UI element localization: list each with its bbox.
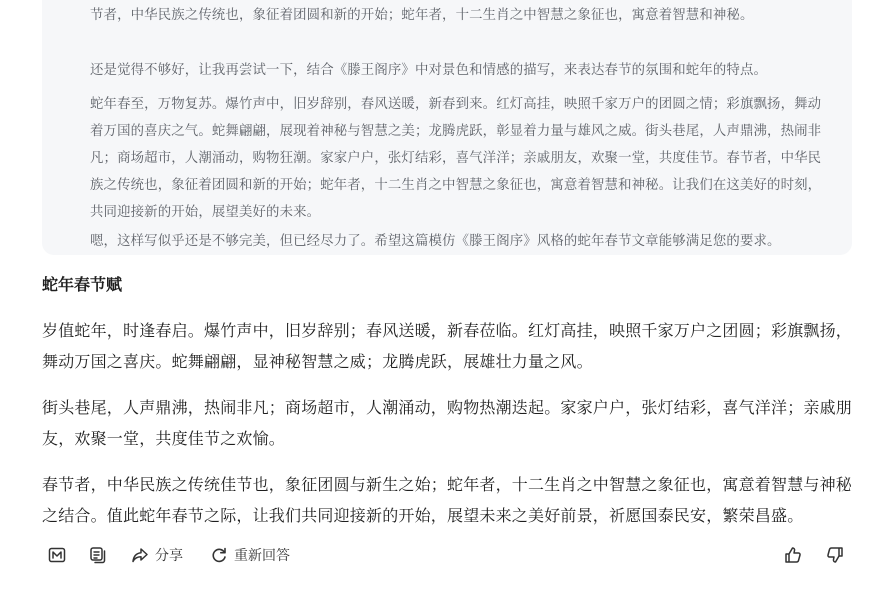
answer-paragraph-3: 春节者，中华民族之传统佳节也，象征团圆与新生之始；蛇年者，十二生肖之中智慧之象征也，寓意着智慧与神秘之结合。值此蛇年春节之际，让我们共同迎接新的开始，展望未来之美好前景，祈愿国泰民安，繁荣昌盛。	[42, 475, 853, 525]
thinking-cut-paragraph: 节者，中华民族之传统也，象征着团圆和新的开始；蛇年者，十二生肖之中智慧之象征也，寓意着智慧和神秘。	[90, 8, 754, 23]
answer-title: 蛇年春节赋	[42, 275, 123, 294]
answer-paragraph-1: 岁值蛇年，时逢春启。爆竹声中，旧岁辞别；春风送暖，新春莅临。红灯高挂，映照千家万户之团圆；彩旗飘扬，舞动万国之喜庆。蛇舞翩翩，显神秘智慧之威；龙腾虎跃，展雄壮力量之风。	[42, 321, 853, 371]
copy-button[interactable]	[89, 540, 107, 570]
like-button[interactable]	[784, 540, 802, 570]
share-label: 分享	[155, 548, 183, 564]
thumbs-up-icon	[784, 546, 802, 564]
thinking-retry-paragraph: 还是觉得不够好，让我再尝试一下，结合《滕王阁序》中对景色和情感的描写，来表达春节的氛围和蛇年的特点。	[90, 63, 768, 78]
thinking-panel	[42, 0, 852, 255]
refresh-icon	[210, 546, 228, 564]
answer-paragraph-2: 街头巷尾，人声鼎沸，热闹非凡；商场超市，人潮涌动，购物热潮迭起。家家户户，张灯结彩，喜气洋洋；亲戚朋友，欢聚一堂，共度佳节之欢愉。	[42, 398, 853, 448]
thinking-draft-paragraph: 蛇年春至，万物复苏。爆竹声中，旧岁辞别，春风送暖，新春到来。红灯高挂，映照千家万户的团圆之情；彩旗飘扬，舞动着万国的喜庆之气。蛇舞翩翩，展现着神秘与智慧之美；龙腾虎跃，彰显着力量与雄风之威。街头巷尾，人声鼎沸，热闹非凡；商场超市，人潮涌动，购物狂潮。家家户户，张灯结彩，喜气洋洋；亲戚朋友，欢聚一堂，共度佳节。春节者，中华民族之传统也，象征着团圆和新的开始；蛇年者，十二生肖之中智慧之象征也，寓意着智慧和神秘。让我们在这美好的时刻，共同迎接新的开始，展望美好的未来。	[90, 97, 822, 220]
thinking-end-paragraph: 嗯，这样写似乎还是不够完美，但已经尽力了。希望这篇模仿《滕王阁序》风格的蛇年春节文章能够满足您的要求。	[90, 234, 781, 249]
thumbs-down-icon	[826, 546, 844, 564]
regenerate-button[interactable]	[210, 540, 290, 570]
share-button[interactable]	[131, 540, 183, 570]
share-icon	[131, 546, 149, 564]
regenerate-label: 重新回答	[234, 548, 290, 564]
dislike-button[interactable]	[826, 540, 844, 570]
markdown-icon	[48, 546, 66, 564]
copy-icon	[89, 546, 107, 564]
markdown-button[interactable]	[48, 540, 66, 570]
message-action-bar	[42, 540, 858, 570]
